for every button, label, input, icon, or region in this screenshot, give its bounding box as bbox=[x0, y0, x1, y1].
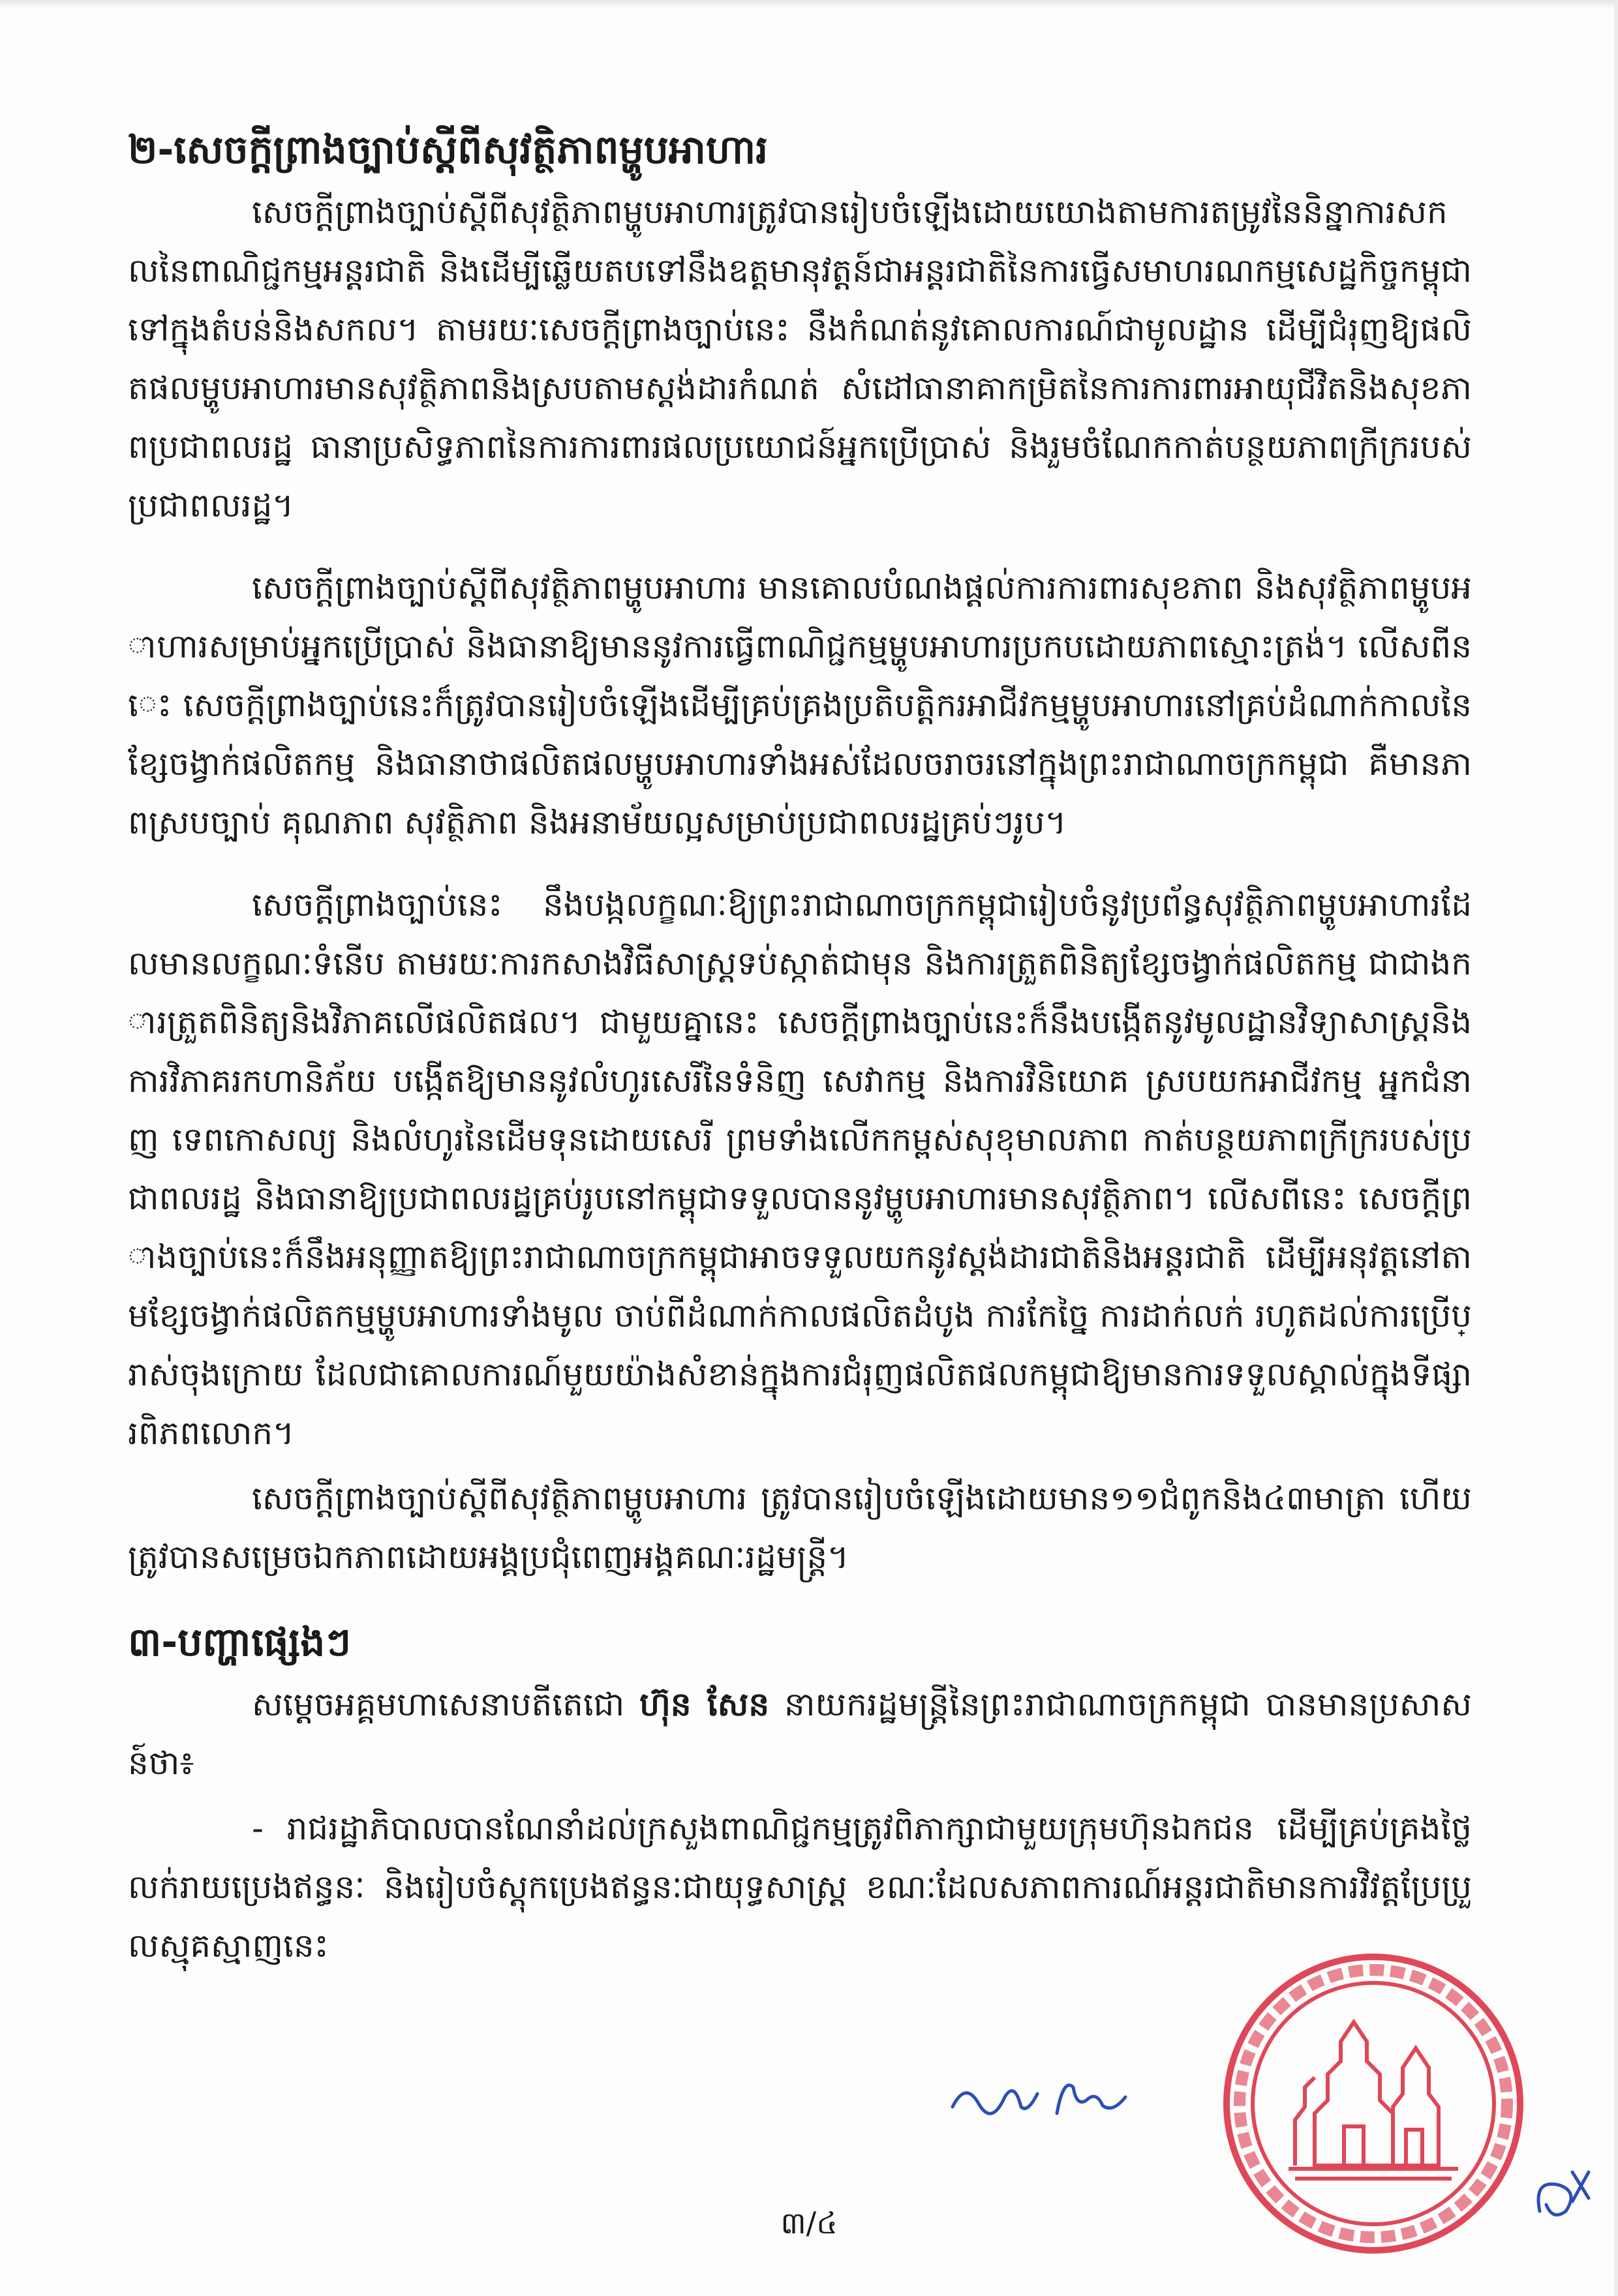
page-content bbox=[128, 117, 1472, 1975]
handwritten-signature bbox=[946, 2068, 1155, 2126]
section-2-paragraph-2: សេចក្តីព្រាងច្បាប់ស្តីពីសុវត្ថិភាពម្ហូបអាហារ មានគោលបំណងផ្តល់ការការពារសុខភាព និងសុវត្ថិភាពម្ហូបអាហារសម្រាប់អ្នកប្រើប្រាស់ និងធានាឱ្យមាននូវការធ្វើពាណិជ្ជកម្មម្ហូបអាហារប្រកបដោយភាពស្មោះត្រង់។ លើសពីនេះ សេចក្តីព្រាងច្បាប់នេះក៏ត្រូវបានរៀបចំឡើងដើម្បីគ្រប់គ្រងប្រតិបត្តិករអាជីវកម្មម្ហូបអាហារនៅគ្រប់ដំណាក់កាលនៃខ្សែចង្វាក់ផលិតកម្ម និងធានាថាផលិតផលម្ហូបអាហារទាំងអស់ដែលចរាចរនៅក្នុងព្រះរាជាណាចក្រកម្ពុជា គឺមានភាពស្របច្បាប់ គុណភាព សុវត្ថិភាព និងអនាម័យល្អសម្រាប់ប្រជាពលរដ្ឋគ្រប់ៗរូប។ bbox=[128, 569, 1472, 841]
official-seal-stamp bbox=[1220, 1950, 1527, 2257]
intro-rest: នាយករដ្ឋមន្ត្រីនៃព្រះរាជាណាចក្រកម្ពុជា បានមានប្រសាសន៍ថា៖ bbox=[128, 1685, 1472, 1782]
page-number: ៣/៤ bbox=[780, 2205, 838, 2241]
section-3-bullet-1: - រាជរដ្ឋាភិបាលបានណែនាំដល់ក្រសួងពាណិជ្ជកម្មត្រូវពិភាក្សាជាមួយក្រុមហ៊ុនឯកជន ដើម្បីគ្រប់គ្រងថ្លៃលក់រាយប្រេងឥន្ធនៈ និងរៀបចំស្តុកប្រេងឥន្ធនៈជាយុទ្ធសាស្ត្រ ខណៈដែលសភាពការណ៍អន្តរជាតិមានការវិវត្តប្រែប្រួលស្មុគស្មាញនេះ bbox=[128, 1809, 1472, 1965]
section-2-paragraph-4: សេចក្តីព្រាងច្បាប់ស្តីពីសុវត្ថិភាពម្ហូបអាហារ ត្រូវបានរៀបចំឡើងដោយមាន១១ជំពូកនិង៤៣មាត្រា ហើយត្រូវបានសម្រេចឯកភាពដោយអង្គប្រជុំពេញអង្គគណៈរដ្ឋមន្ត្រី។ bbox=[128, 1479, 1472, 1576]
prime-minister-name: ហ៊ុន សែន bbox=[639, 1685, 770, 1723]
section-2-paragraph-3: សេចក្តីព្រាងច្បាប់នេះ នឹងបង្កលក្ខណៈឱ្យព្រះរាជាណាចក្រកម្ពុជារៀបចំនូវប្រព័ន្ធសុវត្ថិភាពម្ហូបអាហារដែលមានលក្ខណៈទំនើប តាមរយៈការកសាងវិធីសាស្ត្រទប់ស្កាត់ជាមុន និងការត្រួតពិនិត្យខ្សែចង្វាក់ផលិតកម្ម ជាជាងការត្រួតពិនិត្យនិងវិភាគលើផលិតផល។ ជាមួយគ្នានេះ សេចក្តីព្រាងច្បាប់នេះក៏នឹងបង្កើតនូវមូលដ្ឋានវិទ្យាសាស្ត្រនិងការវិភាគរកហានិភ័យ បង្កើតឱ្យមាននូវលំហូរសេរីនៃទំនិញ សេវាកម្ម និងការវិនិយោគ ស្របយកអាជីវកម្ម អ្នកជំនាញ ទេពកោសល្យ និងលំហូរនៃដើមទុនដោយសេរី ព្រមទាំងលើកកម្ពស់សុខុមាលភាព កាត់បន្ថយភាពក្រីក្ររបស់ប្រជាពលរដ្ឋ និងធានាឱ្យប្រជាពលរដ្ឋគ្រប់រូបនៅកម្ពុជាទទួលបាននូវម្ហូបអាហារមានសុវត្ថិភាព។ លើសពីនេះ សេចក្តីព្រាងច្បាប់នេះក៏នឹងអនុញ្ញាតឱ្យព្រះរាជាណាចក្រកម្ពុជាអាចទទួលយកនូវស្តង់ដារជាតិនិងអន្តរជាតិ ដើម្បីអនុវត្តនៅតាមខ្សែចង្វាក់ផលិតកម្មម្ហូបអាហារទាំងមូល ចាប់ពីដំណាក់កាលផលិតដំបូង ការកែច្នៃ ការដាក់លក់ រហូតដល់ការប្រើប្រាស់ចុងក្រោយ ដែលជាគោលការណ៍មួយយ៉ាងសំខាន់ក្នុងការជំរុញផលិតផលកម្ពុជាឱ្យមានការទទួលស្គាល់ក្នុងទីផ្សារពិភពលោក។ bbox=[128, 886, 1472, 1452]
section-3-intro bbox=[128, 1675, 1472, 1792]
section-3-heading: ៣-បញ្ហាផ្សេងៗ bbox=[128, 1620, 351, 1665]
intro-title: សម្តេចអគ្គមហាសេនាបតីតេជោ bbox=[252, 1685, 640, 1723]
handwritten-initial bbox=[1527, 2152, 1598, 2231]
section-2-paragraph-1: សេចក្តីព្រាងច្បាប់ស្តីពីសុវត្ថិភាពម្ហូបអាហារត្រូវបានរៀបចំឡើងដោយយោងតាមការតម្រូវនៃនិន្នាការសកលនៃពាណិជ្ជកម្មអន្តរជាតិ និងដើម្បីឆ្លើយតបទៅនឹងឧត្តមានុវត្តន៍ជាអន្តរជាតិនៃការធ្វើសមាហរណកម្មសេដ្ឋកិច្ចកម្ពុជាទៅក្នុងតំបន់និងសកល។ តាមរយៈសេចក្តីព្រាងច្បាប់នេះ នឹងកំណត់នូវគោលការណ៍ជាមូលដ្ឋាន ដើម្បីជំរុញឱ្យផលិតផលម្ហូបអាហារមានសុវត្ថិភាពនិងស្របតាមស្តង់ដារកំណត់ សំដៅធានាគាកម្រិតនៃការការពារអាយុជីវិតនិងសុខភាពប្រជាពលរដ្ឋ ធានាប្រសិទ្ធភាពនៃការការពារផលប្រយោជន៍អ្នកប្រើប្រាស់ និងរួមចំណែកកាត់បន្ថយភាពក្រីក្ររបស់ប្រជាពលរដ្ឋ។ bbox=[128, 193, 1472, 524]
scan-right-edge bbox=[1614, 0, 1618, 2296]
section-2-heading: ២-សេចក្តីព្រាងច្បាប់ស្តីពីសុវត្ថិភាពម្ហូបអាហារ bbox=[128, 127, 769, 173]
scan-top-edge bbox=[0, 0, 1618, 9]
